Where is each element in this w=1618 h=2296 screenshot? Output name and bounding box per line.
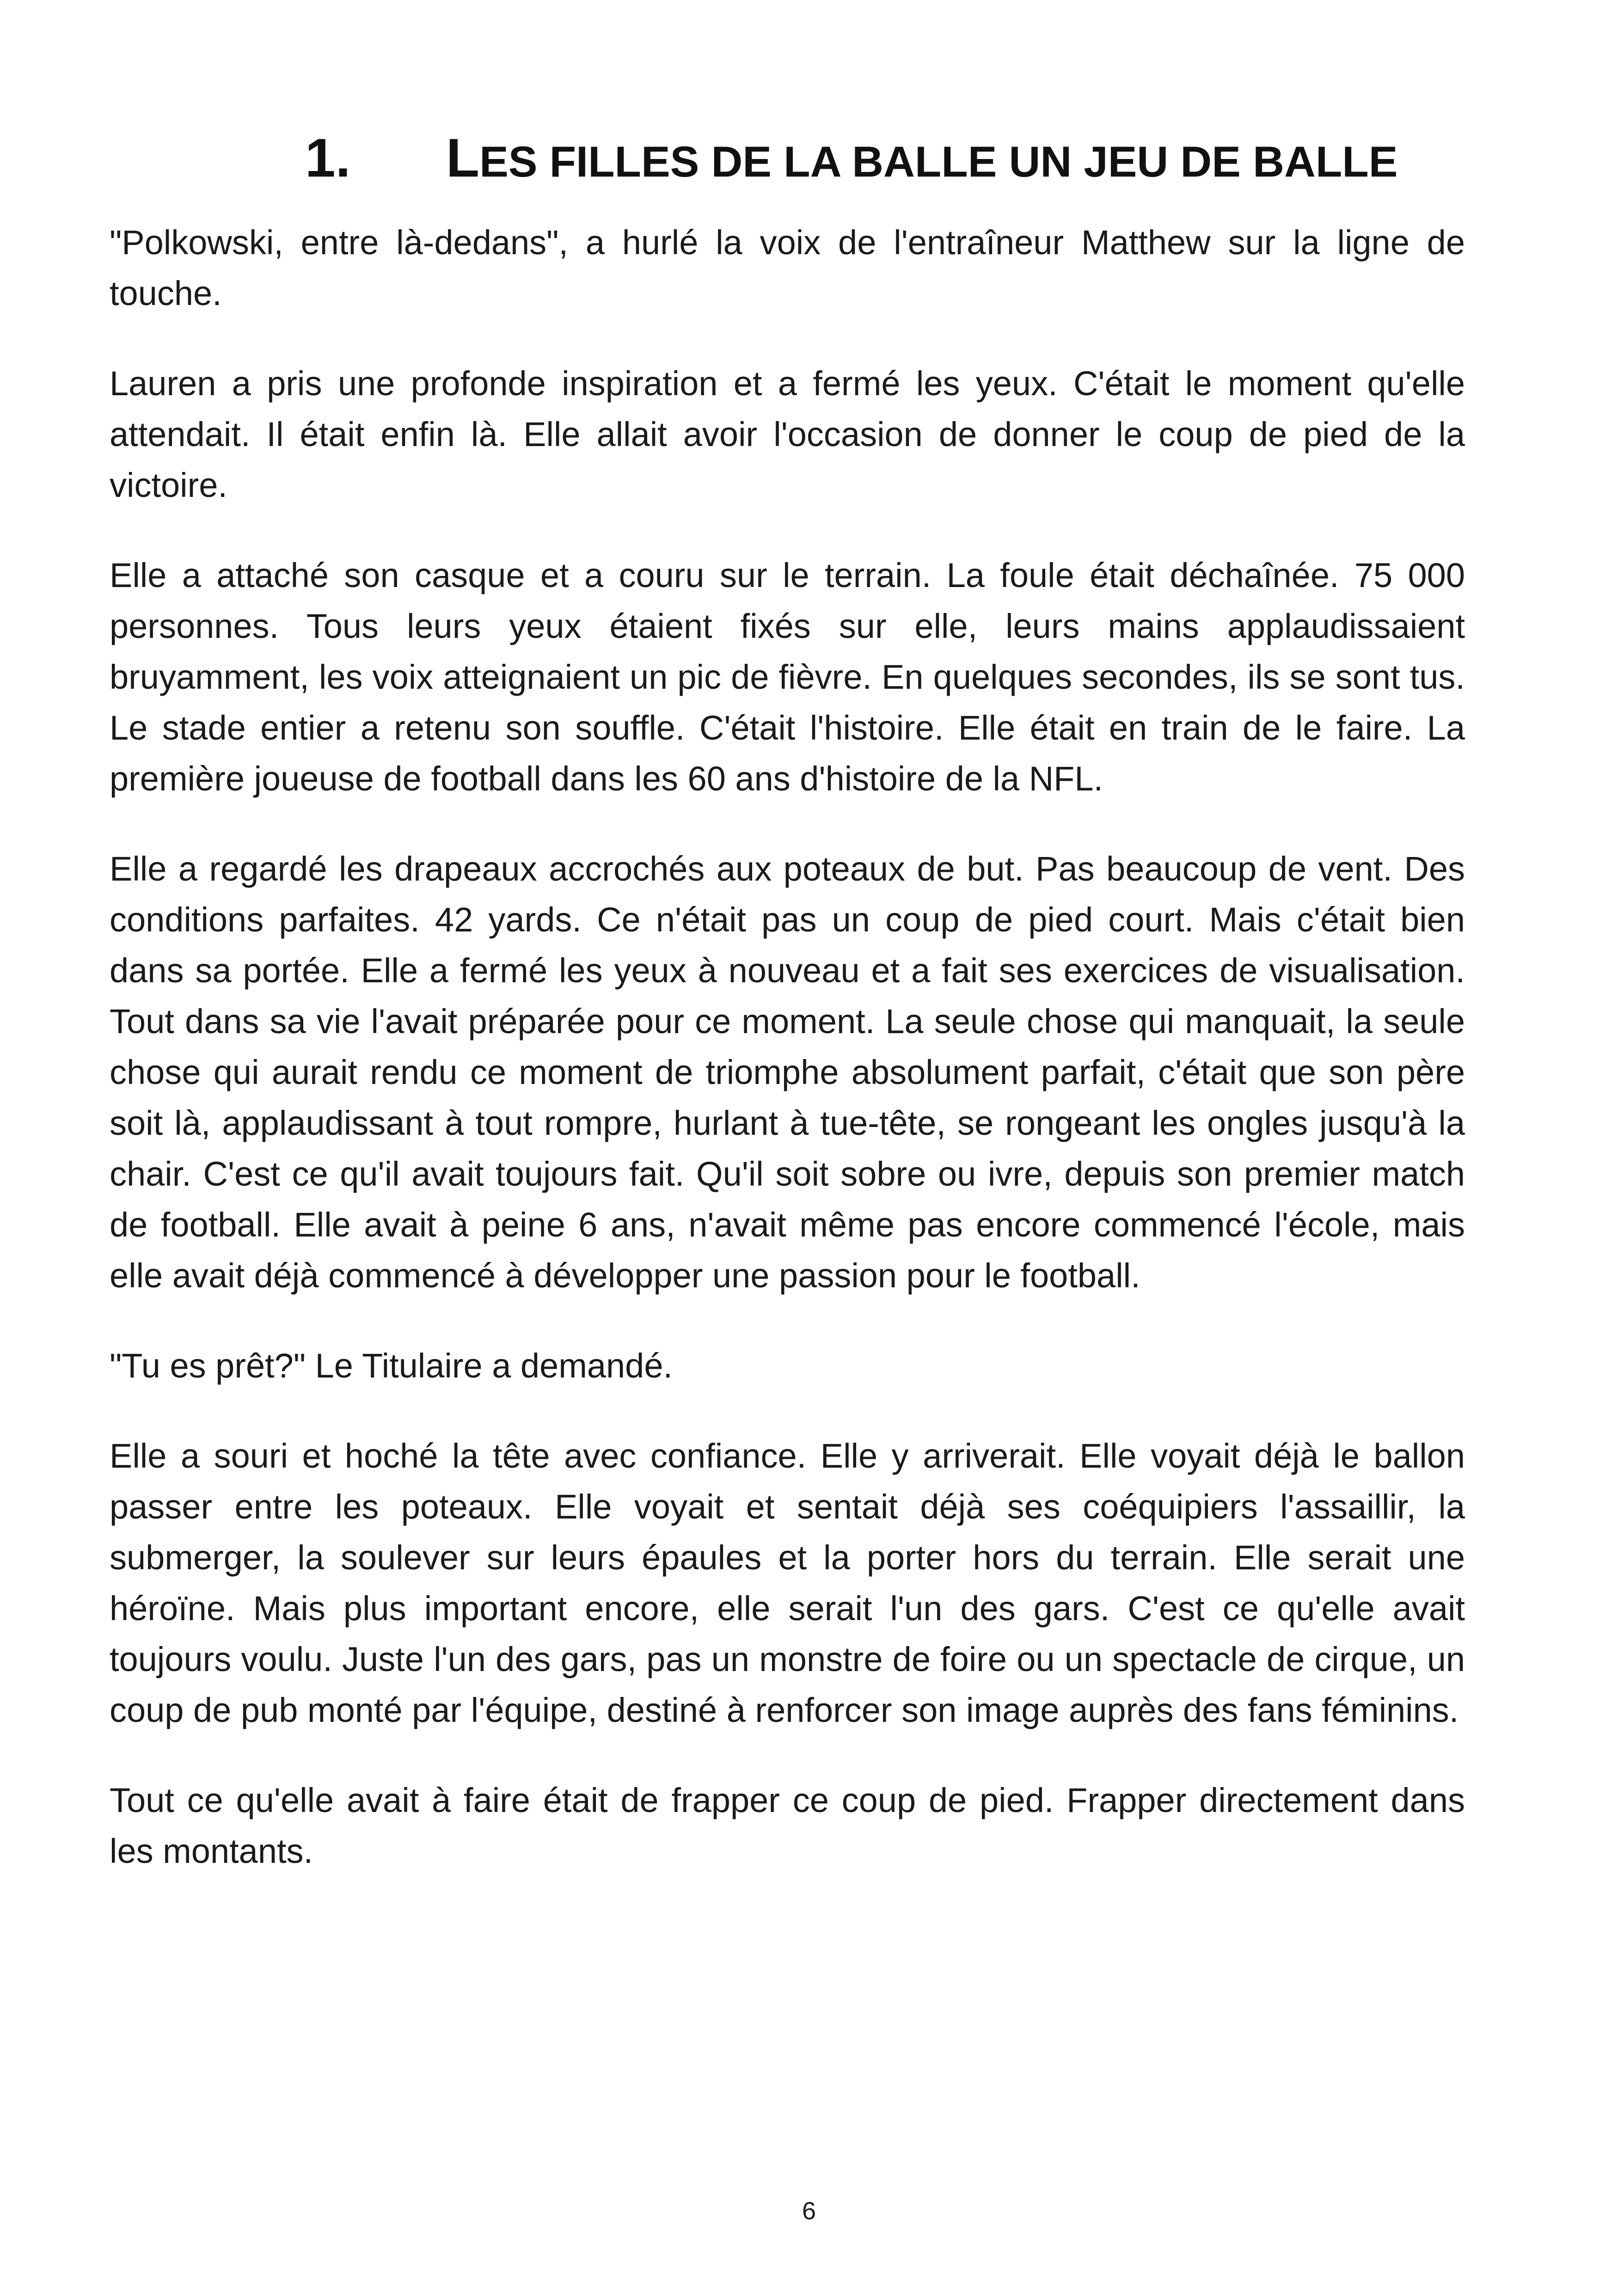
paragraph-5: "Tu es prêt?" Le Titulaire a demandé.: [110, 1347, 673, 1385]
chapter-body: [110, 217, 1465, 1916]
paragraph-3: Elle a attaché son casque et a couru sur le terrain. La foule était déchaînée. 75 000 personnes. Tous leurs yeux étaient fixés sur elle, leurs mains applaudissaient bruyamment, les voix atteignaient un pic de fièvre. En quelques secondes, ils se sont tus. Le stade entier a retenu son souffle. C'était l'histoire. Elle était en train de le faire. La première joueuse de football dans les 60 ans d'histoire de la NFL.: [110, 556, 1465, 798]
paragraph-4: Elle a regardé les drapeaux accrochés aux poteaux de but. Pas beaucoup de vent. Des conditions parfaites. 42 yards. Ce n'était pas un coup de pied court. Mais c'était bien dans sa portée. Elle a fermé les yeux à nouveau et a fait ses exercices de visualisation. Tout dans sa vie l'avait préparée pour ce moment. La seule chose qui manquait, la seule chose qui aurait rendu ce moment de triomphe absolument parfait, c'était que son père soit là, applaudissant à tout rompre, hurlant à tue-tête, se rongeant les ongles jusqu'à la chair. C'est ce qu'il avait toujours fait. Qu'il soit sobre ou ivre, depuis son premier match de football. Elle avait à peine 6 ans, n'avait même pas encore commencé l'école, mais elle avait déjà commencé à développer une passion pour le football.: [110, 850, 1465, 1295]
chapter-title-initial: L: [446, 128, 480, 189]
paragraph-1: "Polkowski, entre là-dedans", a hurlé la voix de l'entraîneur Matthew sur la ligne de touche.: [110, 223, 1465, 312]
chapter-number: 1.: [305, 128, 351, 189]
page-number: 6: [802, 2197, 816, 2225]
paragraph-6: Elle a souri et hoché la tête avec confiance. Elle y arriverait. Elle voyait déjà le ballon passer entre les poteaux. Elle voyait et sentait déjà ses coéquipiers l'assaillir, la submerger, la soulever sur leurs épaules et la porter hors du terrain. Elle serait une héroïne. Mais plus important encore, elle serait l'un des gars. C'est ce qu'elle avait toujours voulu. Juste l'un des gars, pas un monstre de foire ou un spectacle de cirque, un coup de pub monté par l'équipe, destiné à renforcer son image auprès des fans féminins.: [110, 1437, 1465, 1729]
chapter-title-rest: ES FILLES DE LA BALLE UN JEU DE BALLE: [479, 137, 1398, 186]
paragraph-7: Tout ce qu'elle avait à faire était de frapper ce coup de pied. Frapper directement dans les montants.: [110, 1781, 1465, 1870]
chapter-heading: [305, 121, 1461, 195]
paragraph-2: Lauren a pris une profonde inspiration et a fermé les yeux. C'était le moment qu'elle attendait. Il était enfin là. Elle allait avoir l'occasion de donner le coup de pied de la victoire.: [110, 364, 1465, 504]
